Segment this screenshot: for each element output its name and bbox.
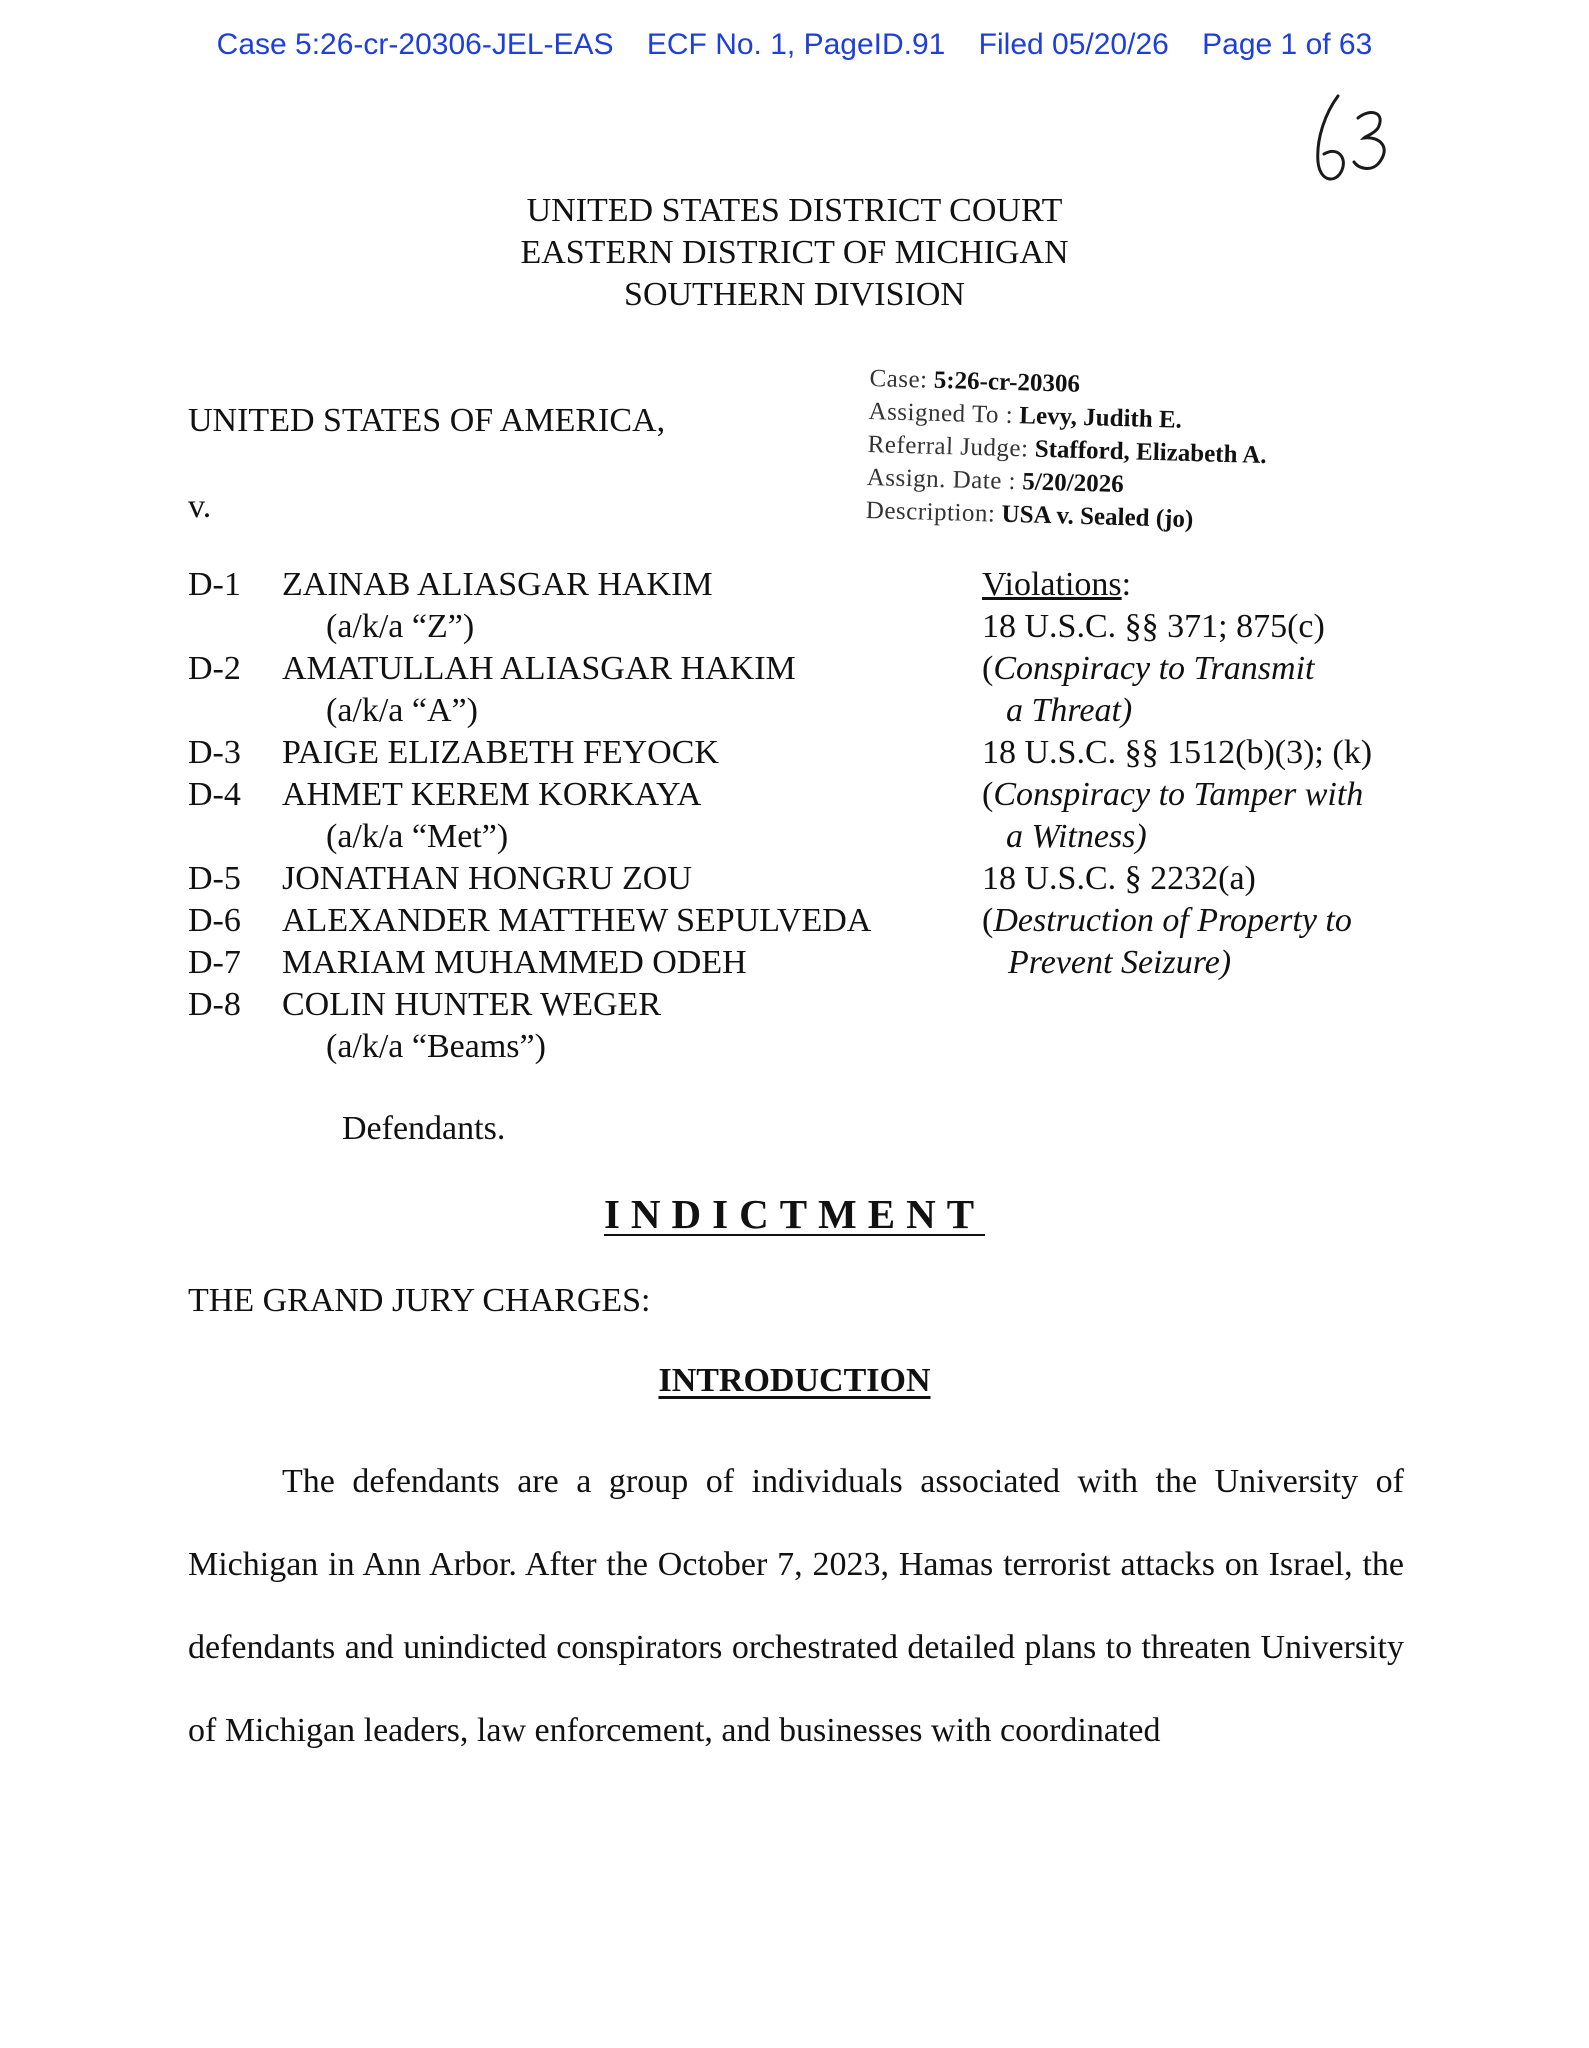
defendant-row — [188, 774, 871, 816]
stamp-referral-label: Referral Judge: — [867, 430, 1029, 463]
defendant-code: D-2 — [188, 650, 241, 687]
violation-description-cont: a Threat) — [1006, 692, 1133, 729]
court-district: EASTERN DISTRICT OF MICHIGAN — [520, 234, 1069, 271]
introduction-paragraph: The defendants are a group of individuals associated with the University of Michigan in Ann Arbor. After the October 7, 2023, Hamas terrorist attacks on Israel, the defendants and unindicted conspirators orchestrated detailed plans to threaten University of Michigan leaders, law enforcement, and businesses with coordinated — [188, 1463, 1404, 1749]
defendant-name: AMATULLAH ALIASGAR HAKIM — [282, 650, 796, 687]
defendant-code: D-1 — [188, 566, 241, 603]
case-assignment-stamp — [865, 362, 1269, 538]
stamp-date-label: Assign. Date : — [866, 463, 1017, 496]
handwritten-page-count — [1300, 88, 1420, 198]
defendant-row — [188, 858, 871, 900]
defendant-name: MARIAM MUHAMMED ODEH — [282, 944, 747, 981]
defendant-code: D-6 — [188, 902, 241, 939]
defendant-name: ZAINAB ALIASGAR HAKIM — [282, 566, 713, 603]
stamp-description: USA v. Sealed (jo) — [1001, 500, 1194, 534]
defendant-alias: (a/k/a “Z”) — [326, 608, 475, 645]
plaintiff-name: UNITED STATES OF AMERICA, — [188, 402, 666, 439]
stamp-case-number: 5:26-cr-20306 — [933, 366, 1081, 398]
violations-heading: Violations — [982, 566, 1122, 603]
court-name: UNITED STATES DISTRICT COURT — [526, 192, 1063, 229]
stamp-assign-date: 5/20/2026 — [1021, 468, 1125, 499]
document-title: INDICTMENT — [603, 1191, 986, 1237]
stamp-assigned-judge: Levy, Judith E. — [1019, 402, 1183, 434]
court-division: SOUTHERN DIVISION — [624, 276, 965, 313]
defendant-code: D-8 — [188, 986, 241, 1023]
violation-citation: 18 U.S.C. §§ 1512(b)(3); (k) — [982, 734, 1373, 771]
defendant-name: JONATHAN HONGRU ZOU — [282, 860, 692, 897]
section-heading-introduction: INTRODUCTION — [658, 1362, 931, 1399]
defendant-row — [188, 984, 871, 1026]
defendant-code: D-7 — [188, 944, 241, 981]
defendant-row — [188, 564, 871, 606]
stamp-description-label: Description: — [865, 496, 996, 528]
defendants-label: Defendants. — [342, 1110, 506, 1147]
stamp-case-label: Case: — [869, 364, 928, 394]
violation-description-cont: Prevent Seizure) — [1008, 944, 1232, 981]
defendant-alias: (a/k/a “A”) — [326, 692, 478, 729]
versus-label: v. — [188, 488, 212, 525]
ecf-filing-header: Case 5:26-cr-20306-JEL-EAS ECF No. 1, PageID.91 Filed 05/20/26 Page 1 of 63 — [216, 28, 1373, 61]
defendants-list — [188, 564, 871, 1068]
violations-block — [982, 564, 1372, 984]
violation-description: (Conspiracy to Transmit — [982, 650, 1315, 687]
defendant-code: D-3 — [188, 734, 241, 771]
defendant-row — [188, 648, 871, 690]
violation-citation: 18 U.S.C. §§ 371; 875(c) — [982, 608, 1325, 645]
violation-description: (Conspiracy to Tamper with — [982, 776, 1364, 813]
violation-description: (Destruction of Property to — [982, 902, 1352, 939]
defendant-name: AHMET KEREM KORKAYA — [282, 776, 702, 813]
violation-description-cont: a Witness) — [1006, 818, 1147, 855]
stamp-assigned-label: Assigned To : — [868, 397, 1014, 430]
defendant-code: D-4 — [188, 776, 241, 813]
defendant-row — [188, 942, 871, 984]
defendant-name: COLIN HUNTER WEGER — [282, 986, 661, 1023]
defendant-alias: (a/k/a “Beams”) — [326, 1028, 546, 1065]
defendant-name: PAIGE ELIZABETH FEYOCK — [282, 734, 719, 771]
court-caption — [0, 190, 1589, 316]
defendant-alias: (a/k/a “Met”) — [326, 818, 509, 855]
defendant-row — [188, 900, 871, 942]
grand-jury-charges: THE GRAND JURY CHARGES: — [188, 1282, 651, 1319]
defendant-name: ALEXANDER MATTHEW SEPULVEDA — [282, 902, 872, 939]
defendant-code: D-5 — [188, 860, 241, 897]
violation-citation: 18 U.S.C. § 2232(a) — [982, 860, 1256, 897]
defendant-row — [188, 732, 871, 774]
stamp-referral-judge: Stafford, Elizabeth A. — [1034, 435, 1268, 470]
violations-heading-colon: : — [1121, 566, 1132, 603]
